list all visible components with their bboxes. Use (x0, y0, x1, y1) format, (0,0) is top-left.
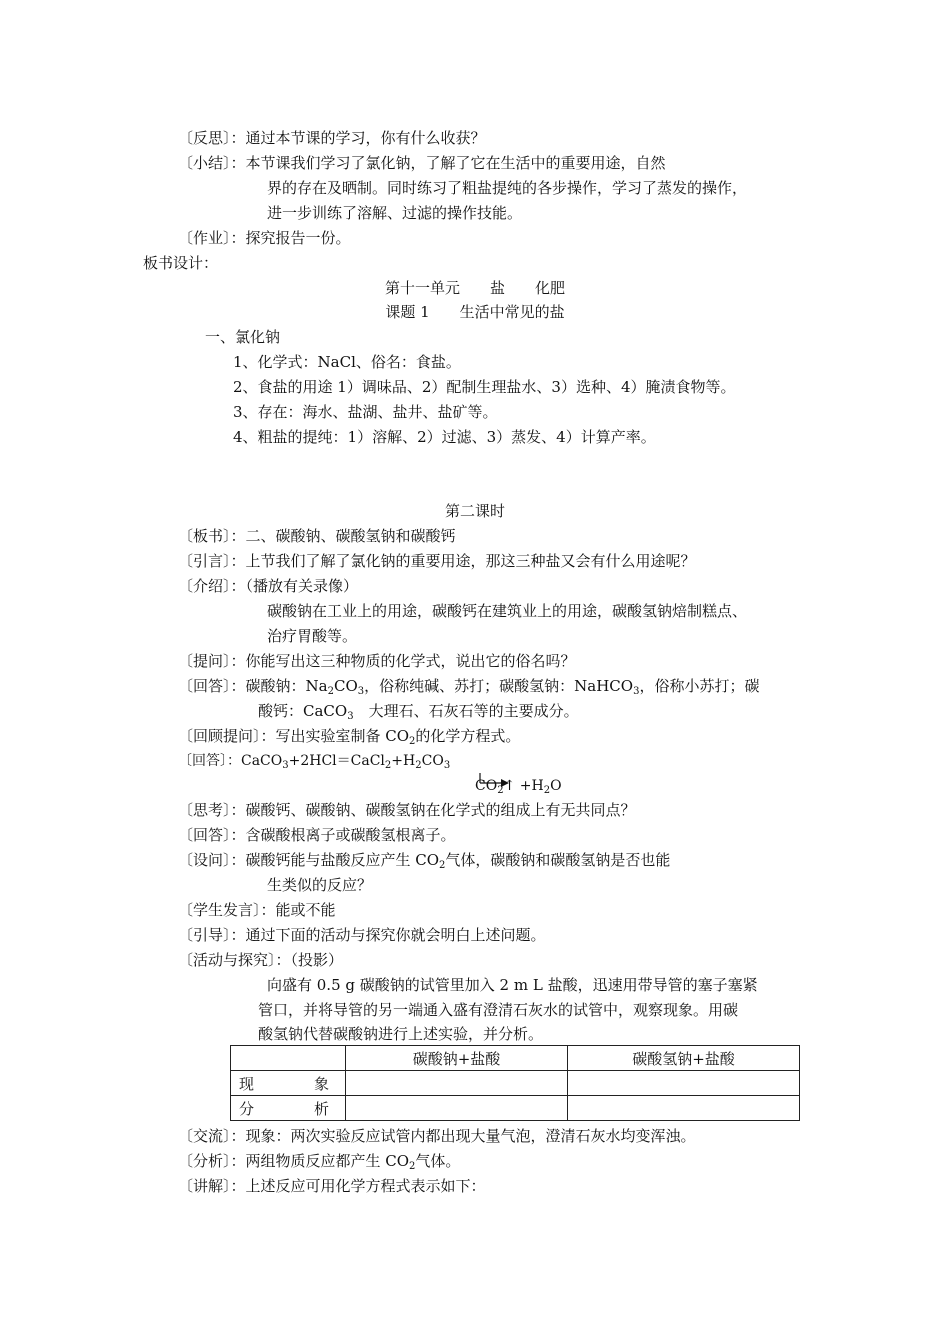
student-line: 〔学生发言〕：能或不能 (178, 901, 336, 919)
exchange-line: 〔交流〕：现象：两次实验反应试管内都出现大量气泡，澄清石灰水均变浑浊。 (178, 1127, 696, 1145)
row-label-char: 分 (239, 1099, 255, 1118)
formula-part: Na (305, 677, 328, 695)
activity-text-3: 酸氢钠代替碳酸钠进行上述实验，并分析。 (258, 1025, 544, 1043)
table-row-label (231, 1096, 346, 1121)
equation-part: +2HCl＝CaCl (288, 753, 385, 769)
equation-part: +H (391, 753, 416, 769)
equation-part: CO (475, 778, 498, 794)
activity-line: 〔活动与探究〕：（投影） (178, 951, 344, 969)
question-text: 〔设问〕：碳酸钙能与盐酸反应产生 CO (178, 851, 440, 869)
formula-subscript: 3 (443, 760, 451, 771)
summary-line-3: 进一步训练了溶解、过滤的操作技能。 (267, 204, 523, 222)
equation-part: O (550, 778, 562, 794)
formula-subscript: 3 (347, 711, 354, 722)
formula-subscript: 2 (409, 736, 416, 747)
formula-subscript: 2 (415, 760, 422, 771)
activity-text-1: 向盛有 0.5 g 碳酸钠的试管里加入 2 m L 盐酸，迅速用带导管的塞子塞紧 (267, 976, 758, 994)
board-item-4: 4、粗盐的提纯：1）溶解、2）过滤、3）蒸发、4）计算产率。 (233, 428, 656, 446)
guide-line: 〔引导〕：通过下面的活动与探究你就会明白上述问题。 (178, 926, 546, 944)
formula-subscript: 2 (409, 1161, 416, 1172)
row-label-char: 现 (239, 1074, 255, 1093)
formula-subscript: 2 (543, 785, 551, 796)
formula-part: CO (333, 677, 358, 695)
think-line: 〔思考〕：碳酸钙、碳酸钠、碳酸氢钠在化学式的组成上有无共同点？ (178, 801, 636, 819)
table-header-row (231, 1046, 800, 1071)
answer-text-a: 〔回答〕：碳酸钠： (178, 677, 306, 695)
table-row (231, 1071, 800, 1096)
present-line: 〔介绍〕：（播放有关录像） (178, 577, 359, 595)
answer-3-line: 〔回答〕：含碳酸根离子或碳酸氢根离子。 (178, 826, 456, 844)
table-corner-cell (231, 1046, 346, 1071)
unit-title: 第十一单元 盐 化肥 (384, 279, 565, 297)
topic-title: 课题 1 生活中常见的盐 (385, 303, 565, 321)
summary-line-1: 〔小结〕：本节课我们学习了氯化钠，了解了它在生活中的重要用途，自然 (178, 154, 666, 172)
board-item-1: 1、化学式：NaCl、俗名：食盐。 (233, 353, 461, 371)
answer-text-b: ，俗称纯碱、苏打；碳酸氢钠：NaHCO (364, 677, 634, 695)
equation-part: CO (421, 753, 444, 769)
formula-subscript: 3 (633, 686, 640, 697)
question-text: 气体，碳酸钠和碳酸氢钠是否也能 (445, 851, 671, 869)
equation-part: ↑ +H (503, 778, 544, 794)
table-header: 碳酸氢钠+盐酸 (568, 1046, 800, 1071)
table-cell (346, 1071, 568, 1096)
equation-label: 〔回答〕： (178, 753, 241, 769)
row-label-char: 析 (313, 1099, 329, 1118)
homework-line: 〔作业〕：探究报告一份。 (178, 229, 351, 247)
analysis-line (178, 1151, 460, 1171)
answer-text-c: ，俗称小苏打；碳 (639, 677, 760, 695)
equation-line (178, 751, 450, 771)
section-heading: 一、氯化钠 (205, 328, 281, 346)
answer-line-2 (258, 701, 579, 721)
formula-subscript: 3 (282, 760, 289, 771)
present-line-2: 碳酸钠在工业上的用途，碳酸钙在建筑业上的用途，碳酸氢钠焙制糕点、 (267, 602, 748, 620)
lesson-title: 第二课时 (444, 502, 505, 520)
ask-line: 〔提问〕：你能写出这三种物质的化学式，说出它的俗名吗？ (178, 652, 576, 670)
formula-subscript: 2 (439, 860, 446, 871)
present-line-3: 治疗胃酸等。 (267, 627, 358, 645)
row-label-char: 象 (313, 1074, 329, 1093)
review-text: 的化学方程式。 (415, 727, 521, 745)
equation-part: CaCO (241, 753, 283, 769)
intro-line: 〔引言〕：上节我们了解了氯化钠的重要用途，那这三种盐又会有什么用途呢？ (178, 552, 696, 570)
table-row-label (231, 1071, 346, 1096)
board-item-3: 3、存在：海水、盐湖、盐井、盐矿等。 (233, 403, 498, 421)
table-cell (568, 1096, 800, 1121)
review-line (178, 726, 520, 746)
question-line-2: 生类似的反应？ (267, 876, 373, 894)
board-item-2: 2、食盐的用途 1）调味品、2）配制生理盐水、3）选种、4）腌渍食物等。 (233, 378, 736, 396)
formula-subscript: 3 (357, 686, 365, 697)
explain-line: 〔讲解〕：上述反应可用化学方程式表示如下： (178, 1177, 486, 1195)
answer-text: 酸钙：CaCO (258, 702, 348, 720)
board-line: 〔板书〕：二、碳酸钠、碳酸氢钠和碳酸钙 (178, 527, 456, 545)
summary-line-2: 界的存在及晒制。同时练习了粗盐提纯的各步操作，学习了蒸发的操作， (267, 179, 748, 197)
reflect-line: 〔反思〕：通过本节课的学习，你有什么收获？ (178, 129, 486, 147)
formula-subscript: 2 (497, 785, 504, 796)
board-design-label: 板书设计： (143, 254, 219, 272)
review-text: 〔回顾提问〕：写出实验室制备 CO (178, 727, 410, 745)
activity-text-2: 管口，并将导管的另一端通入盛有澄清石灰水的试管中，观察现象。用碳 (258, 1001, 739, 1019)
equation-line-2 (475, 776, 562, 796)
table-cell (568, 1071, 800, 1096)
table-cell (346, 1096, 568, 1121)
experiment-table (230, 1045, 800, 1121)
formula-subscript: 2 (384, 760, 392, 771)
formula-subscript: 2 (327, 686, 334, 697)
analysis-text: 气体。 (415, 1152, 461, 1170)
analysis-text: 〔分析〕：两组物质反应都产生 CO (178, 1152, 410, 1170)
question-line (178, 850, 670, 870)
table-header: 碳酸钠+盐酸 (346, 1046, 568, 1071)
answer-text: 大理石、石灰石等的主要成分。 (353, 702, 579, 720)
table-row (231, 1096, 800, 1121)
answer-line-1 (178, 676, 759, 696)
